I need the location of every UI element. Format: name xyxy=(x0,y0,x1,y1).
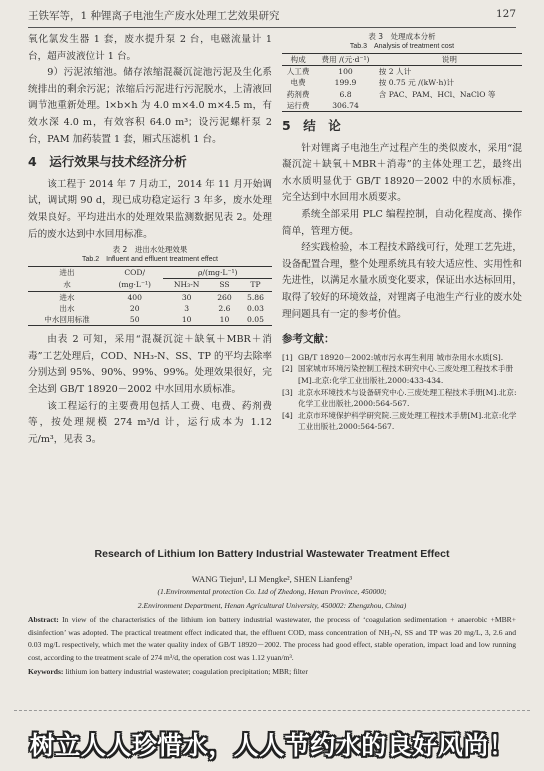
table-cell: 药剂费 xyxy=(286,89,310,99)
reference-text: 北京水环境技术与设备研究中心.三废处理工程技术手册[M].北京:化学工业出版社,2000:564-567. xyxy=(298,387,517,409)
abstract-authors: WANG Tiejun¹, LI Mengke², SHEN Lianfeng³ xyxy=(191,574,353,584)
table-header: 水 xyxy=(28,279,106,291)
table-cell: 400 xyxy=(127,292,142,302)
page-header xyxy=(28,8,516,26)
table-row xyxy=(28,303,272,314)
table-row xyxy=(282,89,522,100)
table-cell: 6.8 xyxy=(339,89,352,99)
table-header: 构成 xyxy=(282,54,314,66)
page-number: 127 xyxy=(495,8,516,20)
paragraph: 9）污泥浓缩池。储存浓缩混凝沉淀池污泥及生化系统排出的剩余污泥；浓缩后污泥进行污泥脱水，上清液回调节池重新处理。l×b×h 为 4.0 m×4.0 m×4.5 m，有效水深 4.0 m，有效容积 64.0 m³；设污泥螺杆泵 2 台，PAM 加药装置 1 套，厢式压滤机 1 台。 xyxy=(28,67,272,145)
table-cell: 中水回用标准 xyxy=(44,314,90,324)
table-cell: 0.05 xyxy=(247,314,264,324)
running-title: 王铁军等，1 种锂离子电池生产废水处理工艺效果研究 xyxy=(28,10,280,22)
table-3-caption-en: Tab.3 Analysis of treatment cost xyxy=(349,43,455,50)
right-column xyxy=(282,32,522,433)
reference-number: [3] xyxy=(282,387,293,397)
table-cell: 电费 xyxy=(290,78,306,88)
abstract-label: Abstract: xyxy=(28,615,59,624)
reference-list xyxy=(282,352,522,433)
slogan-banner: 树立人人珍惜水，人人节约水的良好风尚！ xyxy=(29,731,515,760)
table-header: COD/ xyxy=(124,268,146,278)
table-row xyxy=(282,77,522,88)
paragraph: 针对锂离子电池生产过程产生的类似废水，采用“混凝沉淀＋缺氧＋MBR＋消毒”的主体处理工艺，最终出水水质明显优于 GB/T 18920－2002 中的水质标准，完全达到中水回用水质要求。 xyxy=(282,142,522,204)
table-header: SS xyxy=(210,279,239,291)
section-heading-4: 4 运行效果与技术经济分析 xyxy=(28,154,187,170)
table-cell: 5.86 xyxy=(247,292,264,302)
section-heading-5: 5 结 论 xyxy=(282,118,341,134)
table-row xyxy=(28,291,272,303)
table-header: 进出 xyxy=(59,268,75,278)
table-header: 费用 /(元·d⁻¹) xyxy=(314,54,377,66)
table-cell: 含 PAC、PAM、HCl、NaClO 等 xyxy=(378,89,496,99)
table-cell: 运行费 xyxy=(286,100,310,110)
keywords-label: Keywords: xyxy=(28,667,64,677)
paragraph: 系统全部采用 PLC 编程控制，自动化程度高、操作简单，管理方便。 xyxy=(282,208,522,237)
table-cell: 人工费 xyxy=(286,67,310,77)
reference-item xyxy=(282,363,522,386)
table-2-caption-en: Tab.2 Influent and effluent treatment effect xyxy=(82,256,218,264)
table-cell: 20 xyxy=(129,303,140,313)
left-column xyxy=(28,32,272,448)
abstract-paragraph xyxy=(28,614,516,664)
table-header: ρ/(mg·L⁻¹) xyxy=(163,267,272,279)
reference-number: [1] xyxy=(282,352,293,362)
abstract-text: In view of the characteristics of the lithium ion battery industrial wastewater, the process of ‘coagulation sedimentation + anaerobic +MBR+ disinfection’ was adopted. The practical treatment effect indicated that, the effluent COD, mass concentration of NH₃-N, SS and TP was 20 mg/L, 3, 2.6 and 0.03 mg/L respectively, which met the water quality index of GB/T 18920－2002. The process had good effect, stable operation, impact load and low running cost, according to the treatment scale of 274 m³/d, the operation cost was 1.12 yuan/m³. xyxy=(28,615,516,662)
reference-text: GB/T 18920－2002:城市污水再生利用 城市杂用水水质[S]. xyxy=(298,352,504,362)
affiliation-line: 2.Environment Department, Henan Agricultural University, 450002: Zhengzhou, China) xyxy=(137,601,407,610)
table-2-caption: 表 2 进出水处理效果 xyxy=(112,245,188,255)
table-cell: 0.03 xyxy=(247,303,264,313)
reference-item xyxy=(282,352,522,364)
table-cell: 2.6 xyxy=(218,303,231,313)
references-heading: 参考文献： xyxy=(282,333,335,346)
table-header: TP xyxy=(239,279,272,291)
keywords-paragraph xyxy=(28,666,516,679)
table-3 xyxy=(282,53,522,112)
reference-item xyxy=(282,387,522,410)
paragraph: 由表 2 可知，采用“混凝沉淀＋缺氧＋MBR＋消毒”工艺处理后，COD、NH₃-N、SS、TP 的平均去除率分别达到 95%、90%、99%、99%。处理效果很好，完全达到 GB/T 18920－2002 中水回用水质标准。 xyxy=(28,334,272,395)
table-row xyxy=(282,100,522,112)
table-cell: 3 xyxy=(184,303,190,313)
table-row xyxy=(28,314,272,326)
table-cell: 30 xyxy=(181,292,192,302)
english-abstract xyxy=(28,548,516,679)
table-cell: 10 xyxy=(181,314,192,324)
table-cell: 50 xyxy=(129,314,140,324)
abstract-title: Research of Lithium Ion Battery Industrial Wastewater Treatment Effect xyxy=(94,548,450,560)
table-cell: 按 2 人计 xyxy=(378,67,412,77)
table-cell: 306.74 xyxy=(332,100,359,110)
table-row xyxy=(282,66,522,78)
reference-number: [4] xyxy=(282,410,293,420)
paragraph: 经实践检验，本工程技术路线可行，处理工艺先进，设备配置合理，整个处理系统具有较大适应性、实用性和先进性，以满足水量水质变化要求，保证出水达标回用，取得了较好的环境效益，对锂离子电池生产行业的废水处理问题具有一定的参考价值。 xyxy=(282,242,522,320)
table-cell: 100 xyxy=(338,67,353,77)
reference-item xyxy=(282,410,522,433)
table-3-caption: 表 3 处理成本分析 xyxy=(368,32,436,41)
paragraph: 该工程运行的主要费用包括人工费、电费、药剂费等，按处理规模 274 m³/d 计，运行成本为 1.12 元/m³，见表 3。 xyxy=(28,400,272,445)
table-cell: 按 0.75 元 /(kW·h)计 xyxy=(378,78,454,88)
table-cell: 10 xyxy=(219,314,230,324)
table-cell: 进水 xyxy=(59,292,75,302)
reference-text: 国家城市环境污染控制工程技术研究中心.三废处理工程技术手册[M].北京:化学工业出版社,2000:433-434. xyxy=(298,364,514,385)
keywords-text: lithium ion battery industrial wastewater; coagulation precipitation; MBR; filter xyxy=(63,667,308,677)
table-2 xyxy=(28,266,272,326)
table-cell: 260 xyxy=(217,292,232,302)
banner-divider xyxy=(14,710,530,711)
table-header: (mg·L⁻¹) xyxy=(106,279,163,291)
table-header: NH₃-N xyxy=(163,279,209,291)
reference-number: [2] xyxy=(282,364,293,374)
table-cell: 199.9 xyxy=(334,78,357,88)
table-cell xyxy=(377,100,522,112)
header-rule xyxy=(28,27,516,28)
affiliation-line: (1.Environmental protection Co. Ltd of Zhedong, Henan Province, 450000; xyxy=(157,587,387,596)
paragraph: 氧化氯发生器 1 套，废水提升泵 2 台，电磁流量计 1 台，超声波液位计 1 台。 xyxy=(28,34,272,62)
reference-text: 北京市环境保护科学研究院.三废处理工程技术手册[M].北京:化学工业出版社,2000:564-567. xyxy=(298,410,517,432)
paragraph: 该工程于 2014 年 7 月动工，2014 年 11 月开始调试，调试期 90 d，现已成功稳定运行 3 年多，废水处理效果良好。平均进出水的处理效果监测数据见表 2。处理后的废水达到中水回用标准。 xyxy=(28,178,272,240)
table-cell: 出水 xyxy=(59,303,75,313)
table-header: 说明 xyxy=(377,54,522,66)
